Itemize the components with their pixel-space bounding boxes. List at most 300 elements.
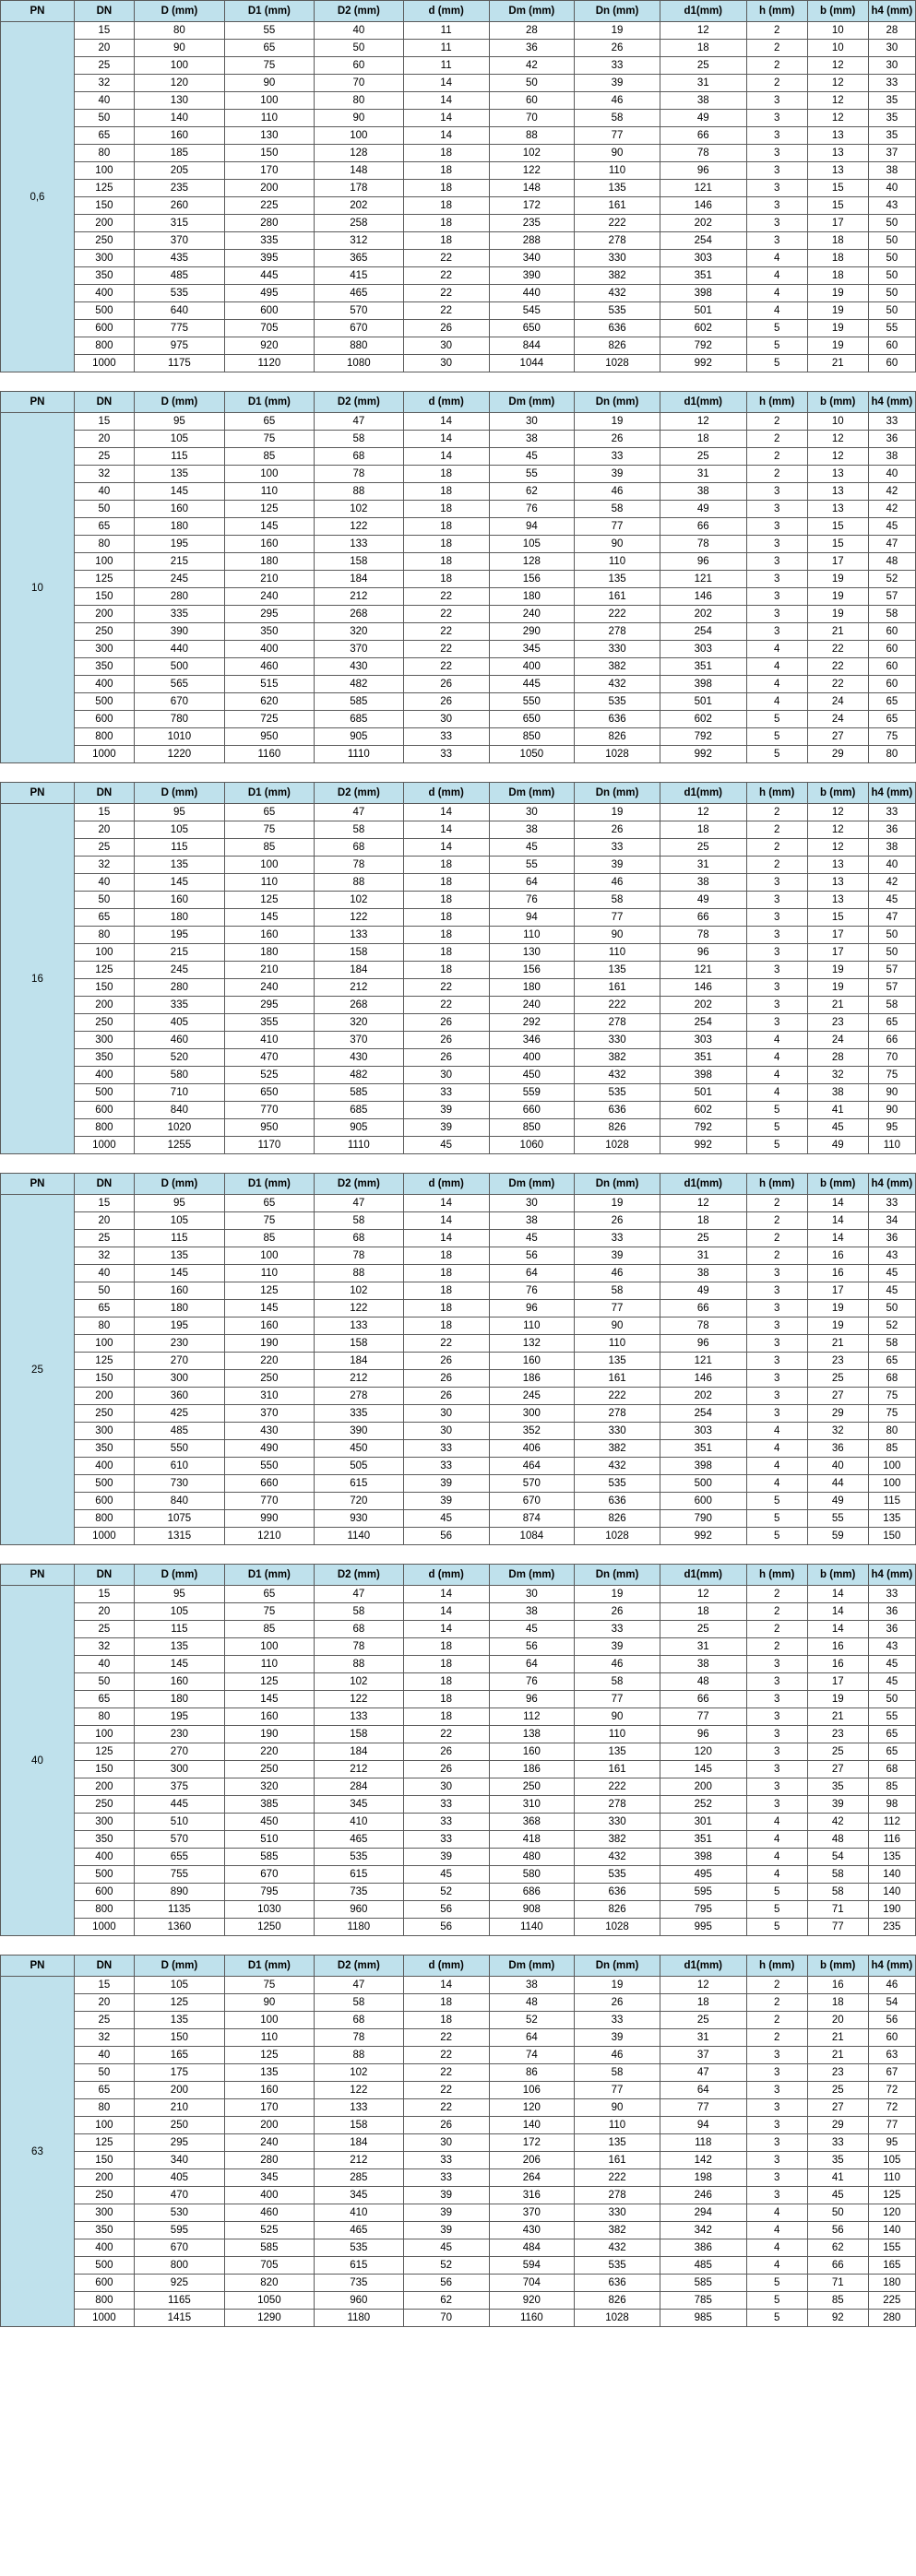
table-cell: 110 bbox=[868, 1137, 915, 1154]
table-cell: 65 bbox=[868, 693, 915, 711]
table-cell: 26 bbox=[403, 2117, 489, 2134]
table-cell: 18 bbox=[403, 145, 489, 162]
table-cell: 535 bbox=[575, 1084, 660, 1102]
table-cell: 350 bbox=[74, 1049, 134, 1067]
table-cell: 710 bbox=[134, 1084, 224, 1102]
table-cell: 18 bbox=[403, 571, 489, 588]
table-cell: 54 bbox=[807, 1849, 868, 1866]
table-cell: 21 bbox=[807, 997, 868, 1014]
table-cell: 500 bbox=[74, 1475, 134, 1493]
table-cell: 110 bbox=[224, 1265, 314, 1282]
table-cell: 200 bbox=[134, 2082, 224, 2099]
table-cell: 14 bbox=[403, 127, 489, 145]
table-cell: 5 bbox=[746, 1510, 807, 1528]
table-cell: 125 bbox=[224, 501, 314, 518]
table-cell: 398 bbox=[660, 1849, 746, 1866]
table-cell: 3 bbox=[746, 2134, 807, 2152]
table-cell: 15 bbox=[807, 197, 868, 215]
table-cell: 76 bbox=[489, 1282, 575, 1300]
column-header: b (mm) bbox=[807, 783, 868, 804]
table-cell: 278 bbox=[575, 232, 660, 250]
table-cell: 18 bbox=[403, 2012, 489, 2029]
table-cell: 445 bbox=[224, 267, 314, 285]
table-cell: 17 bbox=[807, 553, 868, 571]
table-cell: 2 bbox=[746, 804, 807, 821]
table-cell: 600 bbox=[74, 1493, 134, 1510]
table-cell: 400 bbox=[224, 641, 314, 658]
table-cell: 39 bbox=[575, 2029, 660, 2047]
table-cell: 300 bbox=[134, 1370, 224, 1388]
table-cell: 105 bbox=[868, 2152, 915, 2169]
table-cell: 110 bbox=[575, 2117, 660, 2134]
table-cell: 3 bbox=[746, 92, 807, 110]
table-cell: 160 bbox=[224, 927, 314, 944]
table-cell: 3 bbox=[746, 501, 807, 518]
table-cell: 342 bbox=[660, 2222, 746, 2239]
table-row bbox=[1, 483, 916, 501]
table-cell: 105 bbox=[134, 1603, 224, 1621]
table-cell: 1075 bbox=[134, 1510, 224, 1528]
table-cell: 26 bbox=[403, 1032, 489, 1049]
table-cell: 135 bbox=[575, 1353, 660, 1370]
table-cell: 150 bbox=[74, 197, 134, 215]
table-cell: 280 bbox=[134, 979, 224, 997]
table-cell: 140 bbox=[134, 110, 224, 127]
table-cell: 170 bbox=[224, 162, 314, 180]
table-cell: 464 bbox=[489, 1458, 575, 1475]
table-cell: 370 bbox=[314, 1032, 403, 1049]
table-cell: 5 bbox=[746, 320, 807, 337]
table-cell: 222 bbox=[575, 606, 660, 623]
table-cell: 19 bbox=[807, 588, 868, 606]
table-cell: 18 bbox=[403, 962, 489, 979]
table-cell: 650 bbox=[489, 320, 575, 337]
table-cell: 660 bbox=[224, 1475, 314, 1493]
table-cell: 465 bbox=[314, 2222, 403, 2239]
table-cell: 3 bbox=[746, 1656, 807, 1673]
table-cell: 33 bbox=[403, 2169, 489, 2187]
table-cell: 505 bbox=[314, 1458, 403, 1475]
table-cell: 56 bbox=[403, 1919, 489, 1936]
table-row bbox=[1, 2275, 916, 2292]
table-cell: 13 bbox=[807, 145, 868, 162]
table-cell: 40 bbox=[868, 180, 915, 197]
pn-section-10 bbox=[0, 391, 916, 763]
table-cell: 346 bbox=[489, 1032, 575, 1049]
table-cell: 785 bbox=[660, 2292, 746, 2310]
table-row bbox=[1, 1493, 916, 1510]
table-cell: 40 bbox=[314, 22, 403, 40]
table-cell: 125 bbox=[868, 2187, 915, 2204]
table-cell: 62 bbox=[489, 483, 575, 501]
table-cell: 25 bbox=[660, 1230, 746, 1247]
table-cell: 125 bbox=[74, 1743, 134, 1761]
table-cell: 25 bbox=[74, 57, 134, 75]
table-cell: 3 bbox=[746, 232, 807, 250]
column-header: PN bbox=[1, 783, 75, 804]
table-cell: 254 bbox=[660, 1014, 746, 1032]
table-cell: 240 bbox=[224, 979, 314, 997]
table-cell: 146 bbox=[660, 197, 746, 215]
table-cell: 12 bbox=[660, 22, 746, 40]
table-row bbox=[1, 728, 916, 746]
table-cell: 33 bbox=[403, 1831, 489, 1849]
table-cell: 1180 bbox=[314, 1919, 403, 1936]
table-cell: 160 bbox=[134, 1282, 224, 1300]
table-cell: 430 bbox=[314, 1049, 403, 1067]
table-cell: 49 bbox=[660, 1282, 746, 1300]
column-header: D (mm) bbox=[134, 783, 224, 804]
table-cell: 46 bbox=[575, 92, 660, 110]
table-cell: 254 bbox=[660, 1405, 746, 1423]
table-cell: 125 bbox=[134, 1994, 224, 2012]
pn-value: 0,6 bbox=[1, 22, 75, 372]
table-cell: 52 bbox=[868, 571, 915, 588]
table-cell: 415 bbox=[314, 267, 403, 285]
table-cell: 615 bbox=[314, 1866, 403, 1884]
table-cell: 3 bbox=[746, 1708, 807, 1726]
table-cell: 77 bbox=[575, 1691, 660, 1708]
table-cell: 116 bbox=[868, 1831, 915, 1849]
table-row bbox=[1, 571, 916, 588]
table-cell: 335 bbox=[134, 997, 224, 1014]
table-cell: 161 bbox=[575, 2152, 660, 2169]
table-cell: 21 bbox=[807, 2047, 868, 2064]
table-cell: 284 bbox=[314, 1778, 403, 1796]
table-cell: 280 bbox=[224, 2152, 314, 2169]
table-cell: 58 bbox=[575, 1282, 660, 1300]
table-row bbox=[1, 676, 916, 693]
table-cell: 50 bbox=[868, 215, 915, 232]
table-cell: 770 bbox=[224, 1493, 314, 1510]
table-cell: 135 bbox=[575, 2134, 660, 2152]
table-cell: 15 bbox=[74, 1195, 134, 1212]
table-cell: 351 bbox=[660, 658, 746, 676]
table-cell: 156 bbox=[489, 962, 575, 979]
table-cell: 602 bbox=[660, 320, 746, 337]
column-header: b (mm) bbox=[807, 1956, 868, 1977]
table-cell: 33 bbox=[868, 75, 915, 92]
table-cell: 18 bbox=[403, 518, 489, 536]
table-cell: 1030 bbox=[224, 1901, 314, 1919]
table-cell: 18 bbox=[403, 1656, 489, 1673]
table-cell: 75 bbox=[224, 431, 314, 448]
table-cell: 68 bbox=[868, 1761, 915, 1778]
table-cell: 37 bbox=[868, 145, 915, 162]
table-cell: 24 bbox=[807, 711, 868, 728]
table-cell: 235 bbox=[868, 1919, 915, 1936]
table-cell: 18 bbox=[660, 40, 746, 57]
table-cell: 3 bbox=[746, 571, 807, 588]
table-cell: 200 bbox=[74, 2169, 134, 2187]
table-cell: 4 bbox=[746, 1458, 807, 1475]
table-cell: 1315 bbox=[134, 1528, 224, 1545]
table-cell: 39 bbox=[403, 1475, 489, 1493]
table-cell: 800 bbox=[74, 2292, 134, 2310]
table-cell: 500 bbox=[74, 1866, 134, 1884]
table-cell: 19 bbox=[807, 606, 868, 623]
table-cell: 60 bbox=[868, 2029, 915, 2047]
table-cell: 1110 bbox=[314, 746, 403, 763]
table-cell: 55 bbox=[868, 320, 915, 337]
table-cell: 18 bbox=[403, 553, 489, 571]
table-cell: 40 bbox=[74, 2047, 134, 2064]
table-cell: 2 bbox=[746, 1230, 807, 1247]
table-cell: 47 bbox=[314, 413, 403, 431]
table-cell: 270 bbox=[134, 1743, 224, 1761]
pn-section-25 bbox=[0, 1173, 916, 1545]
table-cell: 450 bbox=[314, 1440, 403, 1458]
table-cell: 56 bbox=[489, 1638, 575, 1656]
column-header: d1(mm) bbox=[660, 783, 746, 804]
section-spacer bbox=[0, 1545, 916, 1564]
table-cell: 30 bbox=[403, 1778, 489, 1796]
table-cell: 145 bbox=[224, 1691, 314, 1708]
table-cell: 75 bbox=[868, 1388, 915, 1405]
table-cell: 58 bbox=[314, 1212, 403, 1230]
column-header: D1 (mm) bbox=[224, 1565, 314, 1586]
table-cell: 78 bbox=[660, 145, 746, 162]
table-cell: 4 bbox=[746, 658, 807, 676]
table-cell: 50 bbox=[807, 2204, 868, 2222]
table-cell: 5 bbox=[746, 355, 807, 372]
table-cell: 148 bbox=[314, 162, 403, 180]
table-cell: 70 bbox=[403, 2310, 489, 2327]
table-cell: 303 bbox=[660, 250, 746, 267]
column-header: Dm (mm) bbox=[489, 1956, 575, 1977]
table-cell: 17 bbox=[807, 1673, 868, 1691]
table-cell: 826 bbox=[575, 728, 660, 746]
table-cell: 2 bbox=[746, 448, 807, 466]
column-header: DN bbox=[74, 1, 134, 22]
table-cell: 80 bbox=[868, 746, 915, 763]
table-cell: 25 bbox=[74, 1621, 134, 1638]
table-cell: 77 bbox=[660, 2099, 746, 2117]
table-cell: 600 bbox=[224, 302, 314, 320]
table-cell: 22 bbox=[403, 623, 489, 641]
table-cell: 500 bbox=[74, 693, 134, 711]
table-cell: 19 bbox=[575, 22, 660, 40]
table-cell: 515 bbox=[224, 676, 314, 693]
table-cell: 135 bbox=[575, 571, 660, 588]
table-cell: 18 bbox=[660, 1603, 746, 1621]
table-cell: 820 bbox=[224, 2275, 314, 2292]
table-cell: 90 bbox=[134, 40, 224, 57]
table-cell: 432 bbox=[575, 1849, 660, 1866]
table-cell: 501 bbox=[660, 693, 746, 711]
table-cell: 1120 bbox=[224, 355, 314, 372]
table-cell: 18 bbox=[403, 215, 489, 232]
table-cell: 15 bbox=[74, 1977, 134, 1994]
table-row bbox=[1, 1423, 916, 1440]
table-cell: 13 bbox=[807, 857, 868, 874]
table-cell: 140 bbox=[489, 2117, 575, 2134]
table-cell: 112 bbox=[489, 1708, 575, 1726]
table-cell: 27 bbox=[807, 1388, 868, 1405]
table-cell: 840 bbox=[134, 1493, 224, 1510]
table-cell: 88 bbox=[489, 127, 575, 145]
table-cell: 19 bbox=[575, 413, 660, 431]
table-row bbox=[1, 2222, 916, 2239]
table-cell: 636 bbox=[575, 1493, 660, 1510]
table-cell: 15 bbox=[74, 804, 134, 821]
table-cell: 25 bbox=[807, 2082, 868, 2099]
table-cell: 3 bbox=[746, 927, 807, 944]
table-row bbox=[1, 1067, 916, 1084]
column-header: DN bbox=[74, 392, 134, 413]
table-cell: 150 bbox=[134, 2029, 224, 2047]
table-cell: 50 bbox=[74, 1673, 134, 1691]
table-cell: 385 bbox=[224, 1796, 314, 1814]
table-cell: 180 bbox=[134, 1300, 224, 1318]
table-cell: 40 bbox=[74, 92, 134, 110]
table-cell: 250 bbox=[224, 1761, 314, 1778]
table-row bbox=[1, 197, 916, 215]
table-cell: 184 bbox=[314, 571, 403, 588]
table-row bbox=[1, 1796, 916, 1814]
table-cell: 75 bbox=[224, 821, 314, 839]
table-cell: 3 bbox=[746, 1405, 807, 1423]
table-cell: 47 bbox=[868, 536, 915, 553]
table-cell: 18 bbox=[807, 1994, 868, 2012]
table-cell: 18 bbox=[403, 1638, 489, 1656]
table-row bbox=[1, 215, 916, 232]
table-cell: 135 bbox=[134, 1247, 224, 1265]
table-cell: 3 bbox=[746, 1265, 807, 1282]
table-cell: 26 bbox=[403, 1370, 489, 1388]
table-cell: 30 bbox=[489, 1586, 575, 1603]
header-row bbox=[1, 1956, 916, 1977]
table-cell: 2 bbox=[746, 22, 807, 40]
column-header: h (mm) bbox=[746, 1174, 807, 1195]
table-cell: 278 bbox=[575, 1014, 660, 1032]
table-row bbox=[1, 1195, 916, 1212]
table-cell: 685 bbox=[314, 1102, 403, 1119]
table-cell: 268 bbox=[314, 997, 403, 1014]
table-cell: 32 bbox=[74, 1247, 134, 1265]
table-cell: 300 bbox=[74, 250, 134, 267]
table-cell: 212 bbox=[314, 1761, 403, 1778]
header-row bbox=[1, 392, 916, 413]
table-cell: 1360 bbox=[134, 1919, 224, 1936]
table-cell: 180 bbox=[134, 1691, 224, 1708]
table-cell: 38 bbox=[868, 839, 915, 857]
table-cell: 120 bbox=[868, 2204, 915, 2222]
table-cell: 19 bbox=[575, 804, 660, 821]
table-cell: 602 bbox=[660, 1102, 746, 1119]
table-cell: 190 bbox=[224, 1726, 314, 1743]
table-cell: 148 bbox=[489, 180, 575, 197]
table-cell: 105 bbox=[134, 1977, 224, 1994]
table-cell: 39 bbox=[403, 2222, 489, 2239]
table-cell: 45 bbox=[489, 1230, 575, 1247]
table-cell: 50 bbox=[868, 944, 915, 962]
table-row bbox=[1, 302, 916, 320]
table-cell: 52 bbox=[403, 2257, 489, 2275]
table-cell: 12 bbox=[807, 92, 868, 110]
table-cell: 72 bbox=[868, 2082, 915, 2099]
table-cell: 96 bbox=[660, 553, 746, 571]
table-cell: 10 bbox=[807, 40, 868, 57]
table-cell: 360 bbox=[134, 1388, 224, 1405]
table-cell: 56 bbox=[868, 2012, 915, 2029]
table-cell: 13 bbox=[807, 501, 868, 518]
table-cell: 31 bbox=[660, 1247, 746, 1265]
table-cell: 25 bbox=[660, 1621, 746, 1638]
table-cell: 60 bbox=[314, 57, 403, 75]
column-header: b (mm) bbox=[807, 1, 868, 22]
table-cell: 150 bbox=[74, 1370, 134, 1388]
table-cell: 920 bbox=[489, 2292, 575, 2310]
table-cell: 470 bbox=[224, 1049, 314, 1067]
table-cell: 29 bbox=[807, 2117, 868, 2134]
table-cell: 85 bbox=[224, 1230, 314, 1247]
table-cell: 400 bbox=[489, 658, 575, 676]
table-cell: 105 bbox=[134, 431, 224, 448]
table-cell: 36 bbox=[868, 1603, 915, 1621]
table-cell: 398 bbox=[660, 1458, 746, 1475]
table-cell: 200 bbox=[74, 606, 134, 623]
table-cell: 115 bbox=[868, 1493, 915, 1510]
table-cell: 440 bbox=[134, 641, 224, 658]
table-cell: 58 bbox=[868, 997, 915, 1014]
table-cell: 246 bbox=[660, 2187, 746, 2204]
table-cell: 180 bbox=[224, 944, 314, 962]
table-cell: 90 bbox=[575, 2099, 660, 2117]
table-cell: 33 bbox=[807, 2134, 868, 2152]
table-cell: 501 bbox=[660, 1084, 746, 1102]
table-cell: 145 bbox=[134, 1656, 224, 1673]
table-cell: 42 bbox=[868, 483, 915, 501]
table-row bbox=[1, 1621, 916, 1638]
table-cell: 4 bbox=[746, 2257, 807, 2275]
table-row bbox=[1, 2310, 916, 2327]
table-cell: 350 bbox=[74, 1440, 134, 1458]
table-cell: 12 bbox=[807, 110, 868, 127]
column-header: Dn (mm) bbox=[575, 1174, 660, 1195]
table-cell: 230 bbox=[134, 1335, 224, 1353]
table-cell: 160 bbox=[224, 2082, 314, 2099]
table-cell: 4 bbox=[746, 302, 807, 320]
table-cell: 3 bbox=[746, 588, 807, 606]
table-cell: 400 bbox=[74, 285, 134, 302]
table-cell: 510 bbox=[224, 1831, 314, 1849]
table-cell: 15 bbox=[74, 1586, 134, 1603]
column-header: D (mm) bbox=[134, 392, 224, 413]
table-cell: 840 bbox=[134, 1102, 224, 1119]
column-header: h4 (mm) bbox=[868, 1174, 915, 1195]
table-cell: 570 bbox=[134, 1831, 224, 1849]
table-row bbox=[1, 1586, 916, 1603]
table-cell: 80 bbox=[134, 22, 224, 40]
table-cell: 96 bbox=[660, 1335, 746, 1353]
table-cell: 38 bbox=[660, 1265, 746, 1282]
table-cell: 35 bbox=[807, 2152, 868, 2169]
table-row bbox=[1, 1638, 916, 1656]
table-cell: 3 bbox=[746, 110, 807, 127]
table-cell: 280 bbox=[134, 588, 224, 606]
table-cell: 5 bbox=[746, 2310, 807, 2327]
table-cell: 115 bbox=[134, 1230, 224, 1247]
table-cell: 156 bbox=[489, 571, 575, 588]
table-cell: 65 bbox=[74, 518, 134, 536]
pn-section-63 bbox=[0, 1955, 916, 2327]
table-cell: 1028 bbox=[575, 1528, 660, 1545]
table-cell: 500 bbox=[134, 658, 224, 676]
table-cell: 278 bbox=[575, 1405, 660, 1423]
table-cell: 18 bbox=[403, 927, 489, 944]
table-cell: 200 bbox=[74, 997, 134, 1014]
